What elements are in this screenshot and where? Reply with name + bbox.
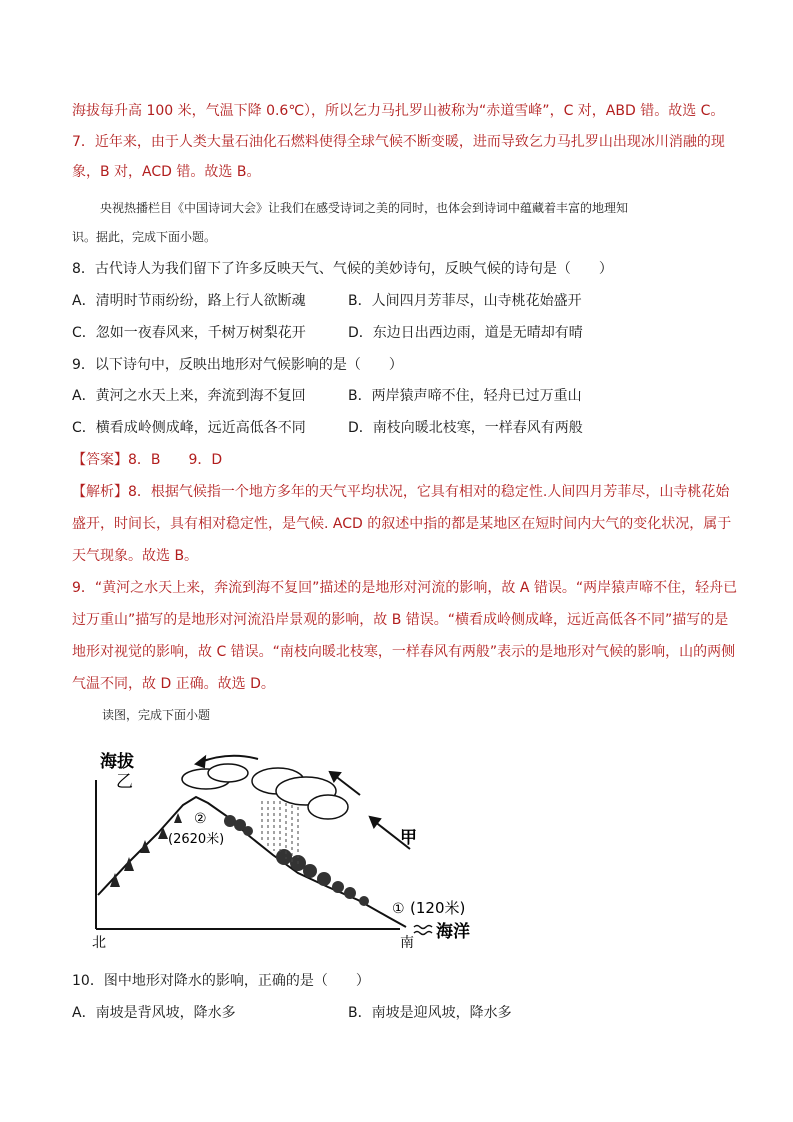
mountain-profile — [98, 797, 406, 927]
analysis-line-1: 【解析】8．根据气候指一个地方多年的天气平均状况，它具有相对的稳定性.人间四月芳菲尽，山寺桃花始 — [72, 484, 730, 500]
analysis-line-5: 过万重山”描写的是地形对河流沿岸景观的影响，故 B 错误。“横看成岭侧成峰，远近高低各不同”描写的是 — [72, 612, 729, 628]
option-10b: B．南坡是迎风坡，降水多 — [348, 1005, 512, 1021]
point-2-marker: ② — [194, 811, 207, 827]
point-2-elevation: (2620米) — [168, 832, 225, 847]
option-8d: D．东边日出西边雨，道是无晴却有晴 — [348, 325, 583, 341]
mountain-diagram — [88, 745, 488, 955]
analysis-line-6: 地形对视觉的影响，故 C 错误。“南枝向暖北枝寒，一样春风有两般”表示的是地形对气候的影响，山的两侧 — [72, 644, 736, 660]
explanation-line-1: 海拔每升高 100 米，气温下降 0.6℃），所以乞力马扎罗山被称为“赤道雪峰”，C 对，ABD 错。故选 C。 — [72, 103, 725, 119]
option-8a: A．清明时节雨纷纷，路上行人欲断魂 — [72, 293, 306, 309]
option-10a: A．南坡是背风坡，降水多 — [72, 1005, 236, 1021]
analysis-line-4: 9．“黄河之水天上来，奔流到海不复回”描述的是地形对河流的影响，故 A 错误。“两岸猿声啼不住，轻舟已 — [72, 580, 738, 596]
question-9: 9．以下诗句中，反映出地形对气候影响的是（ ） — [72, 357, 403, 373]
north-label: 北 — [92, 935, 106, 951]
explanation-line-2: 7．近年来，由于人类大量石油化石燃料使得全球气候不断变暖，进而导致乞力马扎罗山出现冰川消融的现 — [72, 134, 725, 150]
passage-intro-line-2: 识。据此，完成下面小题。 — [72, 230, 217, 244]
answer-line: 【答案】8．B 9．D — [72, 452, 223, 468]
south-slope-trees — [224, 815, 369, 906]
label-jia: 甲 — [400, 828, 417, 848]
figure-intro: 读图，完成下面小题 — [102, 708, 211, 722]
y-axis-label: 海拔 — [100, 752, 134, 772]
explanation-line-3: 象，B 对，ACD 错。故选 B。 — [72, 164, 261, 180]
option-9c: C．横看成岭侧成峰，远近高低各不同 — [72, 420, 306, 436]
north-slope-trees — [110, 813, 182, 887]
analysis-line-3: 天气现象。故选 B。 — [72, 548, 199, 564]
ocean-waves — [414, 926, 432, 935]
ocean-label: 海洋 — [436, 922, 470, 942]
point-1-elevation: (120米) — [410, 899, 466, 917]
clouds — [182, 764, 348, 819]
south-label: 南 — [400, 935, 414, 951]
option-9b: B．两岸猿声啼不住，轻舟已过万重山 — [348, 388, 582, 404]
question-8: 8．古代诗人为我们留下了许多反映天气、气候的美妙诗句，反映气候的诗句是（ ） — [72, 261, 613, 277]
analysis-line-2: 盛开，时间长，具有相对稳定性，是气候. ACD 的叙述中指的都是某地区在短时间内大气的变化状况，属于 — [72, 516, 732, 532]
question-10: 10．图中地形对降水的影响，正确的是（ ） — [72, 973, 370, 989]
point-1-marker: ① — [392, 901, 405, 917]
passage-intro-line-1: 央视热播栏目《中国诗词大会》让我们在感受诗词之美的同时，也体会到诗词中蕴藏着丰富的地理知 — [100, 201, 629, 215]
label-yi: 乙 — [116, 772, 133, 792]
option-9a: A．黄河之水天上来，奔流到海不复回 — [72, 388, 306, 404]
analysis-line-7: 气温不同，故 D 正确。故选 D。 — [72, 676, 275, 692]
option-9d: D．南枝向暖北枝寒，一样春风有两般 — [348, 420, 583, 436]
option-8b: B．人间四月芳菲尽，山寺桃花始盛开 — [348, 293, 582, 309]
option-8c: C．忽如一夜春风来，千树万树梨花开 — [72, 325, 306, 341]
